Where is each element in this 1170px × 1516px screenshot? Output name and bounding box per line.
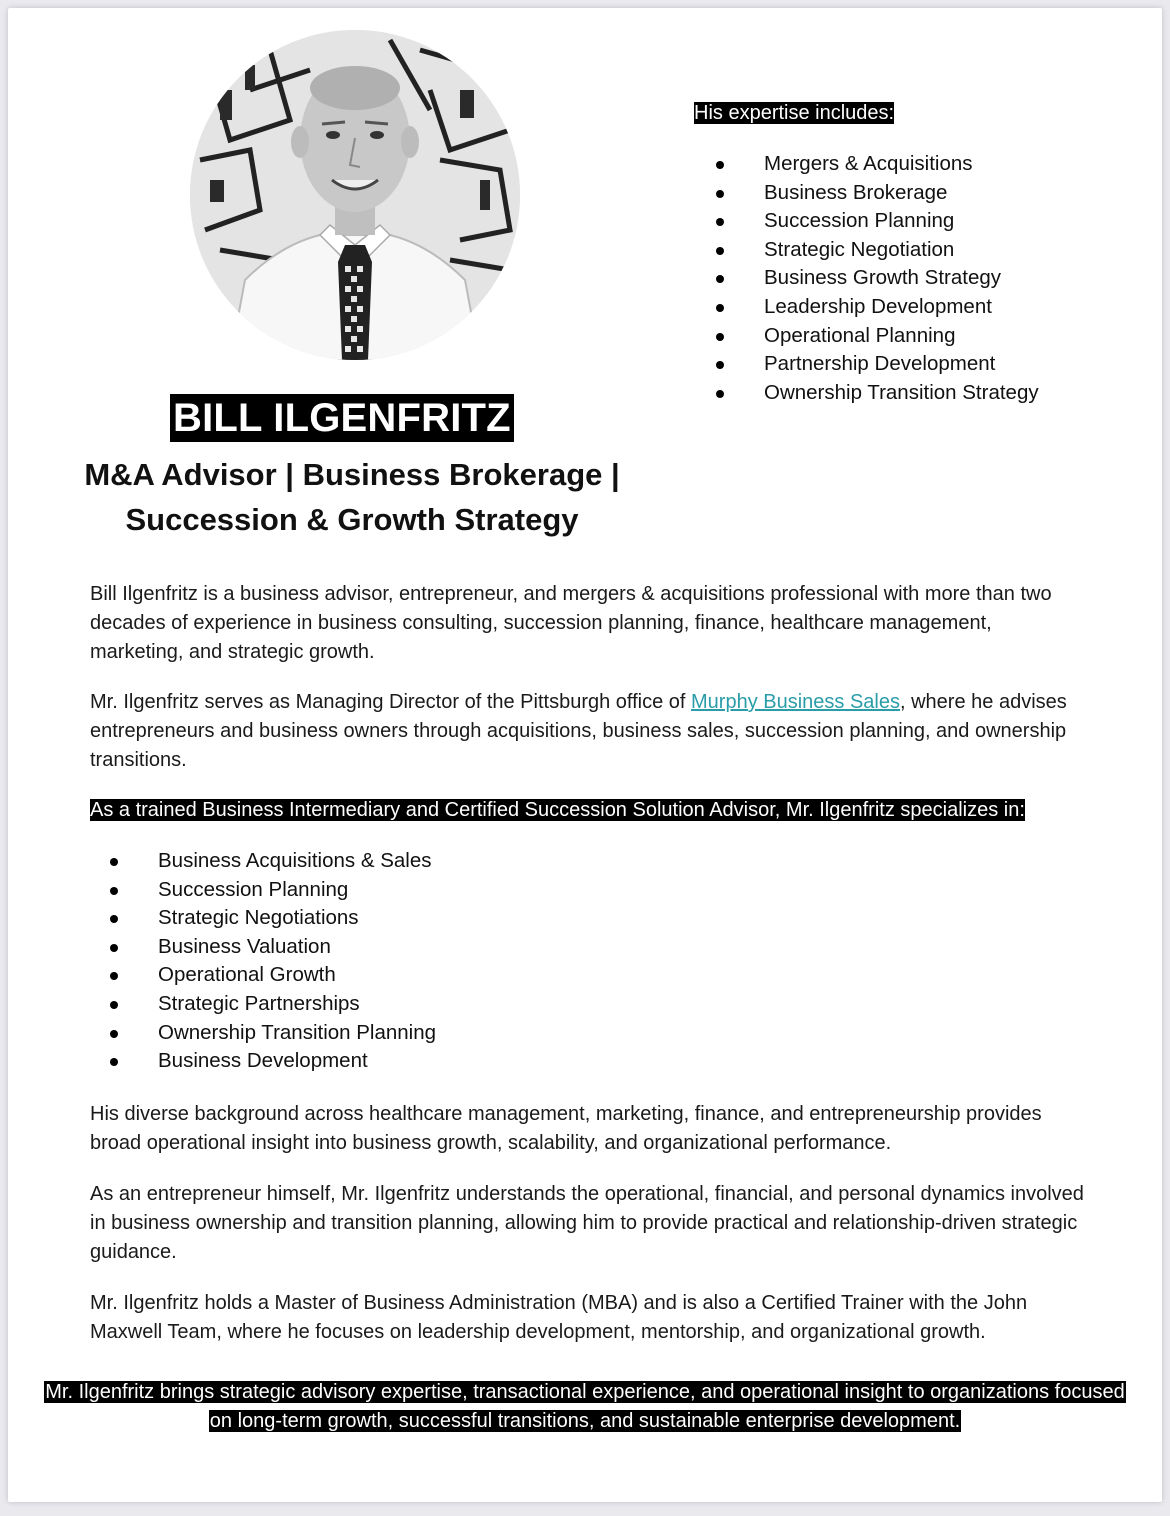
profile-subtitle xyxy=(48,452,656,542)
list-item-text: Operational Growth xyxy=(158,963,336,987)
list-item xyxy=(694,179,1039,208)
bio-paragraph-2-start: Mr. Ilgenfritz serves as Managing Director of the Pittsburgh office of xyxy=(90,691,692,713)
list-item-text: Business Development xyxy=(158,1049,368,1073)
list-item xyxy=(88,1047,436,1076)
bullet-icon xyxy=(716,275,724,283)
document-page xyxy=(8,8,1162,1502)
bullet-icon xyxy=(110,858,118,866)
list-item-text: Mergers & Acquisitions xyxy=(764,152,973,175)
bullet-icon xyxy=(716,190,724,198)
bullet-icon xyxy=(110,972,118,980)
list-item xyxy=(694,379,1039,408)
closing-line-2 xyxy=(8,1407,1162,1436)
list-item xyxy=(694,207,1039,236)
list-item-text: Business Brokerage xyxy=(764,180,948,204)
list-item-text: Strategic Negotiations xyxy=(158,906,359,930)
list-item-text: Business Valuation xyxy=(158,934,331,958)
list-item-text: Ownership Transition Planning xyxy=(158,1020,437,1044)
expertise-heading-text: His expertise includes: xyxy=(694,102,895,124)
murphy-business-sales-link[interactable]: Murphy Business Sales xyxy=(691,691,900,713)
list-item xyxy=(694,236,1039,265)
bio-paragraph-2-end: , where he advises entrepreneurs and business owners through acquisitions, business sales, succession planning, and ownership transitions. xyxy=(90,691,1067,771)
closing-line-1-text: Mr. Ilgenfritz brings strategic advisory expertise, transactional experience, and operational insight to organizations focused xyxy=(45,1381,1125,1403)
bio-paragraph-5: Mr. Ilgenfritz holds a Master of Business Administration (MBA) and is also a Certified Trainer with the John Maxwell Team, where he focuses on leadership development, mentorship, and organizational growth. xyxy=(90,1292,1028,1343)
subtitle-line-2: Succession & Growth Strategy xyxy=(125,502,579,537)
bullet-icon xyxy=(110,1058,118,1066)
closing-line-1 xyxy=(8,1378,1162,1407)
list-item-text: Strategic Partnerships xyxy=(158,991,360,1015)
subtitle-line-1: M&A Advisor | Business Brokerage | xyxy=(84,457,620,492)
list-item xyxy=(88,1019,436,1048)
bullet-icon xyxy=(110,1030,118,1038)
specialization-heading-text: As a trained Business Intermediary and Certified Succession Solution Advisor, Mr. Ilgenfritz specializes in: xyxy=(90,799,1025,821)
list-item xyxy=(694,293,1039,322)
expertise-list xyxy=(694,150,1039,407)
list-item xyxy=(694,350,1039,379)
bullet-icon xyxy=(716,218,724,226)
list-item-text: Partnership Development xyxy=(764,352,996,376)
bio-paragraph-2 xyxy=(90,688,1090,775)
closing-line-2-text: on long-term growth, successful transitions, and sustainable enterprise development. xyxy=(209,1410,961,1432)
list-item-text: Business Acquisitions & Sales xyxy=(158,849,432,872)
specialization-list xyxy=(88,847,436,1076)
list-item xyxy=(88,876,436,905)
list-item-text: Strategic Negotiation xyxy=(764,237,955,261)
list-item-text: Business Growth Strategy xyxy=(764,266,1001,290)
list-item-text: Succession Planning xyxy=(764,209,955,233)
list-item xyxy=(88,847,436,876)
specialization-heading xyxy=(90,798,1025,822)
bullet-icon xyxy=(110,1001,118,1009)
list-item xyxy=(88,904,436,933)
bullet-icon xyxy=(716,304,724,312)
list-item xyxy=(88,961,436,990)
expertise-heading xyxy=(694,101,894,125)
bullet-icon xyxy=(716,390,724,398)
profile-photo xyxy=(190,30,520,360)
closing-statement xyxy=(8,1378,1162,1436)
list-item-text: Leadership Development xyxy=(764,294,992,318)
profile-name: BILL ILGENFRITZ xyxy=(170,394,514,442)
list-item xyxy=(694,322,1039,351)
list-item xyxy=(88,933,436,962)
list-item-text: Ownership Transition Strategy xyxy=(764,380,1039,404)
bullet-icon xyxy=(716,247,724,255)
bullet-icon xyxy=(716,333,724,341)
bio-paragraph-3: His diverse background across healthcare management, marketing, finance, and entrepreneurship provides broad operational insight into business growth, scalability, and organizational performance. xyxy=(90,1103,1042,1154)
list-item xyxy=(694,150,1039,179)
bio-paragraph-4: As an entrepreneur himself, Mr. Ilgenfritz understands the operational, financial, and personal dynamics involved in business ownership and transition planning, allowing him to provide practical and relationship-driven strategic guidance. xyxy=(90,1183,1084,1263)
bullet-icon xyxy=(716,161,724,169)
bullet-icon xyxy=(110,887,118,895)
bio-paragraph-1: Bill Ilgenfritz is a business advisor, entrepreneur, and mergers & acquisitions professional with more than two decades of experience in business consulting, succession planning, finance, healthcare management, marketing, and strategic growth. xyxy=(90,583,1052,663)
portrait-image xyxy=(190,30,520,360)
list-item xyxy=(88,990,436,1019)
list-item-text: Operational Planning xyxy=(764,323,956,347)
list-item-text: Succession Planning xyxy=(158,877,349,901)
list-item xyxy=(694,264,1039,293)
bullet-icon xyxy=(110,944,118,952)
bullet-icon xyxy=(110,915,118,923)
bullet-icon xyxy=(716,361,724,369)
